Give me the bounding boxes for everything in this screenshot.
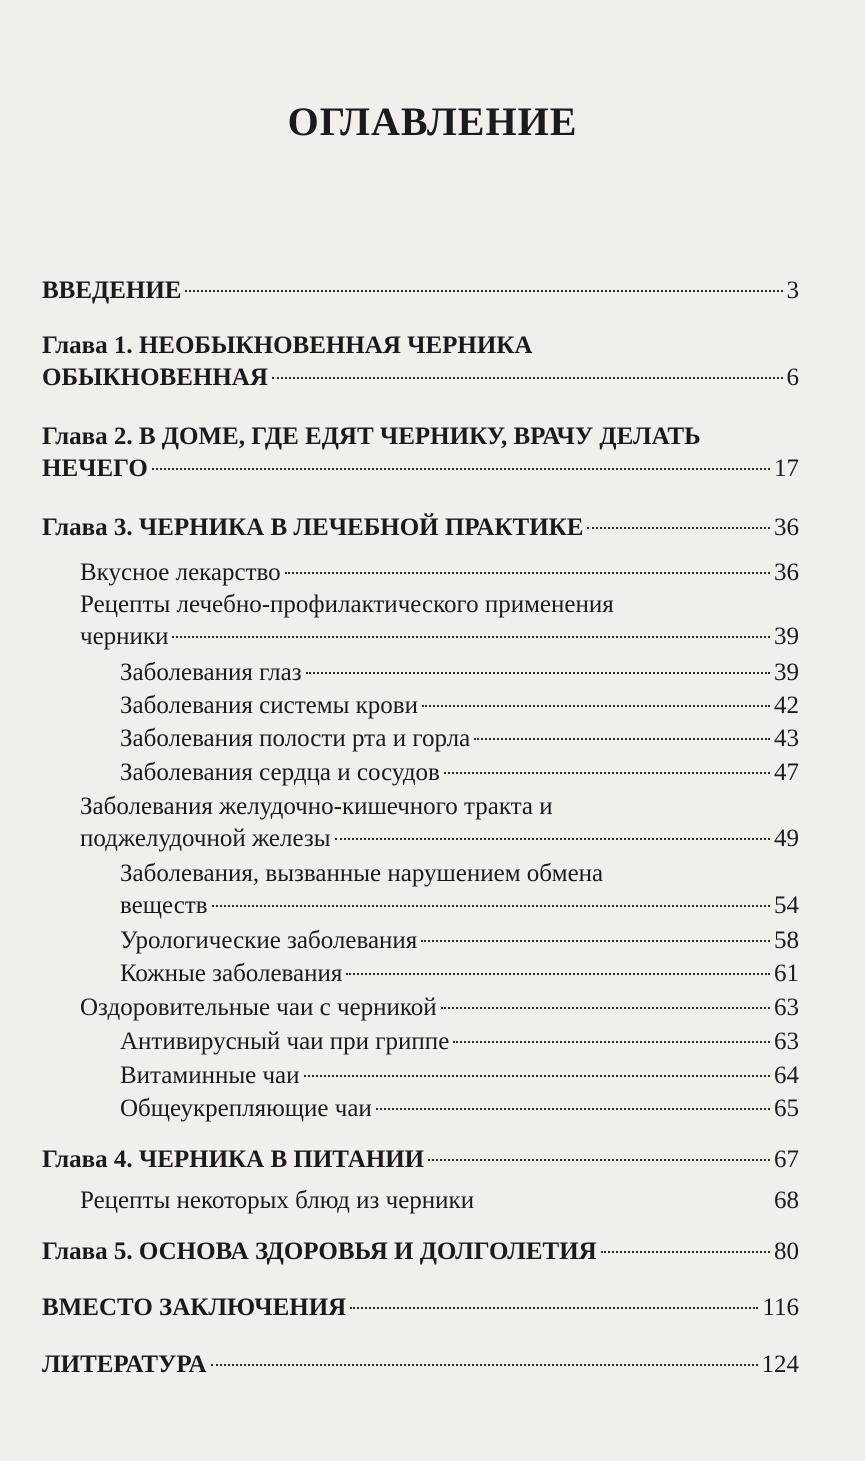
toc-entry-subsection xyxy=(120,1060,799,1092)
dot-leader xyxy=(306,672,770,674)
toc-entry-label: НЕЧЕГО xyxy=(42,455,148,482)
toc-entry-label: ЛИТЕРАТУРА xyxy=(42,1351,207,1378)
toc-entry-subsection xyxy=(120,958,799,990)
toc-page-number: 39 xyxy=(774,659,799,686)
dot-leader xyxy=(376,1108,770,1110)
toc-entry-label: Урологические заболевания xyxy=(120,927,418,954)
toc-entry-label: ОБЫКНОВЕННАЯ xyxy=(42,364,268,391)
toc-entry-subsection xyxy=(120,858,799,922)
toc-entry-subsection xyxy=(120,925,799,957)
dot-leader xyxy=(422,705,770,707)
toc-entry-label: Витаминные чаи xyxy=(120,1062,300,1089)
toc-page-number: 47 xyxy=(774,759,799,786)
toc-entry-chapter-2 xyxy=(42,421,799,485)
toc-entry-section xyxy=(80,791,799,855)
toc-page-number: 36 xyxy=(774,559,799,586)
toc-entry-label: Глава 4. ЧЕРНИКА В ПИТАНИИ xyxy=(42,1146,425,1173)
toc-entry-literature xyxy=(42,1349,799,1381)
toc-entry-label: Оздоровительные чаи с черникой xyxy=(80,994,437,1021)
toc-page-number: 116 xyxy=(762,1294,799,1321)
toc-page-number: 80 xyxy=(774,1238,799,1265)
toc-entry-section xyxy=(80,557,799,589)
dot-leader xyxy=(185,290,782,292)
dot-leader xyxy=(172,636,770,638)
dot-leader xyxy=(346,973,770,975)
toc-page-number: 39 xyxy=(774,623,799,650)
toc-entry-label-line1: Рецепты лечебно-профилактического применения xyxy=(80,591,614,618)
dot-leader xyxy=(453,1041,770,1043)
page-title: ОГЛАВЛЕНИЕ xyxy=(287,99,578,144)
toc-page-number: 124 xyxy=(761,1351,799,1378)
dot-leader xyxy=(211,1364,758,1366)
toc-entry-chapter-3 xyxy=(42,512,799,544)
dot-leader xyxy=(601,1251,770,1253)
toc-entry-label: Глава 5. ОСНОВА ЗДОРОВЬЯ И ДОЛГОЛЕТИЯ xyxy=(42,1238,597,1265)
toc-page-number: 65 xyxy=(774,1095,799,1122)
toc-entry-section xyxy=(80,1185,799,1217)
dot-leader xyxy=(441,1007,770,1009)
toc-entry-label: Заболевания полости рта и горла xyxy=(120,725,471,752)
dot-leader xyxy=(444,772,770,774)
toc-entry-subsection xyxy=(120,723,799,755)
dot-leader xyxy=(335,838,770,840)
toc-page-number: 6 xyxy=(786,364,799,391)
toc-page-number: 54 xyxy=(774,892,799,919)
toc-page-number: 67 xyxy=(774,1146,799,1173)
toc-entry-label: Антивирусный чаи при гриппе xyxy=(120,1028,450,1055)
toc-page-number: 63 xyxy=(774,1028,799,1055)
toc-entry-chapter-4 xyxy=(42,1144,799,1176)
toc-entry-label: Заболевания глаз xyxy=(120,659,302,686)
toc-entry-subsection xyxy=(120,690,799,722)
dot-leader xyxy=(478,1200,770,1202)
dot-leader xyxy=(272,377,783,379)
dot-leader xyxy=(212,905,770,907)
dot-leader xyxy=(350,1307,758,1309)
toc-entry-subsection xyxy=(120,657,799,689)
dot-leader xyxy=(428,1159,770,1161)
toc-entry-chapter-5 xyxy=(42,1236,799,1268)
toc-entry-section xyxy=(80,589,799,653)
toc-page-number: 36 xyxy=(774,514,799,541)
toc-page-number: 42 xyxy=(774,692,799,719)
toc-page-number: 68 xyxy=(774,1187,799,1214)
toc-entry-section xyxy=(80,992,799,1024)
toc-entry-label-line1: Глава 1. НЕОБЫКНОВЕННАЯ ЧЕРНИКА xyxy=(42,332,533,359)
toc-entry-label: ВВЕДЕНИЕ xyxy=(42,277,182,304)
toc-page-number: 58 xyxy=(774,927,799,954)
toc-entry-label-line1: Глава 2. В ДОМЕ, ГДЕ ЕДЯТ ЧЕРНИКУ, ВРАЧУ ДЕЛАТЬ xyxy=(42,423,701,450)
toc-page-number: 49 xyxy=(774,825,799,852)
toc-entry-subsection xyxy=(120,1026,799,1058)
toc-entry-label-line1: Заболевания, вызванные нарушением обмена xyxy=(120,860,604,887)
dot-leader xyxy=(587,527,770,529)
toc-entry-label: поджелудочной железы xyxy=(80,825,331,852)
toc-page-number: 43 xyxy=(774,725,799,752)
toc-page-number: 63 xyxy=(774,994,799,1021)
toc-entry-chapter-1 xyxy=(42,330,799,394)
toc-entry-label: Глава 3. ЧЕРНИКА В ЛЕЧЕБНОЙ ПРАКТИКЕ xyxy=(42,514,584,541)
toc-entry-label: Вкусное лекарство xyxy=(80,559,281,586)
toc-entry-label: веществ xyxy=(120,892,208,919)
dot-leader xyxy=(421,940,770,942)
toc-entry-label: Заболевания системы крови xyxy=(120,692,418,719)
toc-entry-label: Рецепты некоторых блюд из черники xyxy=(80,1187,475,1214)
toc-page-number: 17 xyxy=(774,455,799,482)
dot-leader xyxy=(474,738,770,740)
toc-entry-label: Кожные заболевания xyxy=(120,960,343,987)
toc-entry-label-line1: Заболевания желудочно-кишечного тракта и xyxy=(80,793,553,820)
toc-page-number: 64 xyxy=(774,1062,799,1089)
dot-leader xyxy=(152,468,770,470)
toc-entry-label: Заболевания сердца и сосудов xyxy=(120,759,440,786)
toc-entry-label: черники xyxy=(80,623,169,650)
toc-entry-label: Общеукрепляющие чаи xyxy=(120,1095,372,1122)
toc-entry-subsection xyxy=(120,1093,799,1125)
dot-leader xyxy=(285,572,770,574)
toc-entry-conclusion xyxy=(42,1292,799,1324)
toc-entry-introduction xyxy=(42,275,799,307)
dot-leader xyxy=(304,1075,770,1077)
toc-entry-label: ВМЕСТО ЗАКЛЮЧЕНИЯ xyxy=(42,1294,347,1321)
toc-page-number: 61 xyxy=(774,960,799,987)
toc-entry-subsection xyxy=(120,757,799,789)
toc-page-number: 3 xyxy=(786,277,799,304)
